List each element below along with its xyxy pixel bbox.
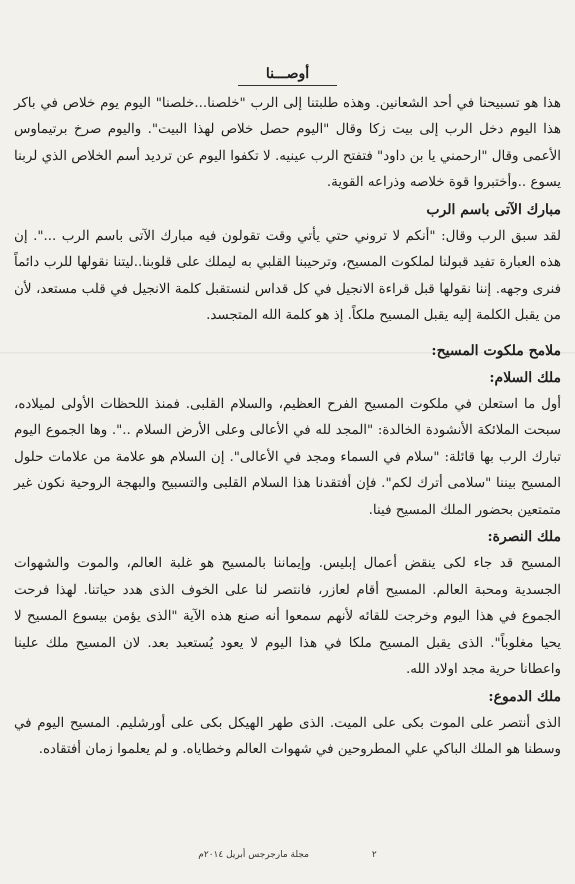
publication-name: مجلة مارجرجس أبريل ٢٠١٤م	[198, 850, 309, 860]
heading-king-of-victory: ملك النصرة:	[487, 529, 561, 545]
page-footer	[0, 850, 575, 860]
page-number: ٢	[371, 850, 377, 860]
heading-kingdom-features: ملامح ملكوت المسيح:	[431, 342, 561, 359]
paragraph-victory: المسيح قد جاء لكى ينقض أعمال إبليس. وإيماننا بالمسيح هو غلبة العالم، والموت والشهوات الجسدية ومحبة العالم. المسيح أقام لعازر، فانتصر لنا على الخوف الذى هدد حياتنا. لهذا فرحت الجموع في هذا اليوم وخرجت للقائه لأنهم سمعوا أنه صنع هذه الآية "الذى يؤمن بيسوع المسيح لا يحيا مغلوباً". الذى يقبل المسيح ملكا في هذا اليوم لا يعود يُستعبد بعد. لان المسيح ملك علينا واعطانا حرية مجد اولاد الله.	[14, 556, 561, 677]
paragraph-blessed: لقد سبق الرب وقال: "أنكم لا تروني حتي يأتي وقت تقولون فيه مبارك الآتى باسم الرب ...". إن هذه العبارة تفيد قبولنا لملكوت المسيح، وترحيبنا القلبي به ليملك على قلوبنا..ليتنا نقولها للرب دائماً فنرى وجهه. إننا نقولها قبل قراءة الانجيل في كل قداس لنستقبل كلمة الانجيل في قلب مستعد، لأن من يقبل الكلمة إليه يقبل المسيح ملكاً. إذ هو كلمة الله المتجسد.	[14, 228, 561, 323]
article-body	[14, 62, 561, 764]
paragraph-peace: أول ما استعلن في ملكوت المسيح الفرح العظيم، والسلام القلبى. فمنذ اللحظات الأولى لميلاده، سبحت الملائكة الأنشودة الخالدة: "المجد لله في الأعالى وعلى الأرض السلام ..". وها الجموع اليوم تبارك الرب بها قائلة: "سلام في السماء ومجد في الأعالى". إن السلام هو علامة من علامات حلول المسيح بيننا "سلامى أترك لكم". فإن أفتقدنا هذا السلام القلبى والتسبيح والبهجة الروحية نكون غير متمتعين بحضور الملك المسيح فينا.	[14, 396, 561, 518]
paragraph-tears: الذى أنتصر على الموت بكى على الميت. الذى طهر الهيكل بكى على أورشليم. المسيح اليوم في وسطنا هو الملك الباكي علي المطروحين في شهوات العالم وخطاياه. و لم يعلموا زمان أفتقاده.	[14, 715, 561, 757]
heading-blessed: مبارك الآتى باسم الرب	[426, 201, 561, 218]
title-wrap	[14, 62, 561, 89]
article-title: أوصـــنا	[238, 63, 337, 86]
heading-king-of-peace: ملك السلام:	[489, 369, 561, 386]
paragraph-intro: هذا هو تسبيحنا في أحد الشعانين. وهذه طلبتنا إلى الرب "خلصنا...خلصنا" اليوم يوم خلاص في باكر هذا اليوم دخل الرب إلى بيت زكا وقال "اليوم حصل خلاص لهذا البيت". واليوم صرخ برتيماوس الأعمى وقال "ارحمني يا بن داود" فتفتح الرب عينيه. لا تكفوا اليوم عن ترديد أسم الخلاص الذي لربنا يسوع ..وأختبروا قوة خلاصه وذراعه القوية.	[14, 95, 561, 190]
heading-king-of-tears: ملك الدموع:	[488, 688, 561, 705]
